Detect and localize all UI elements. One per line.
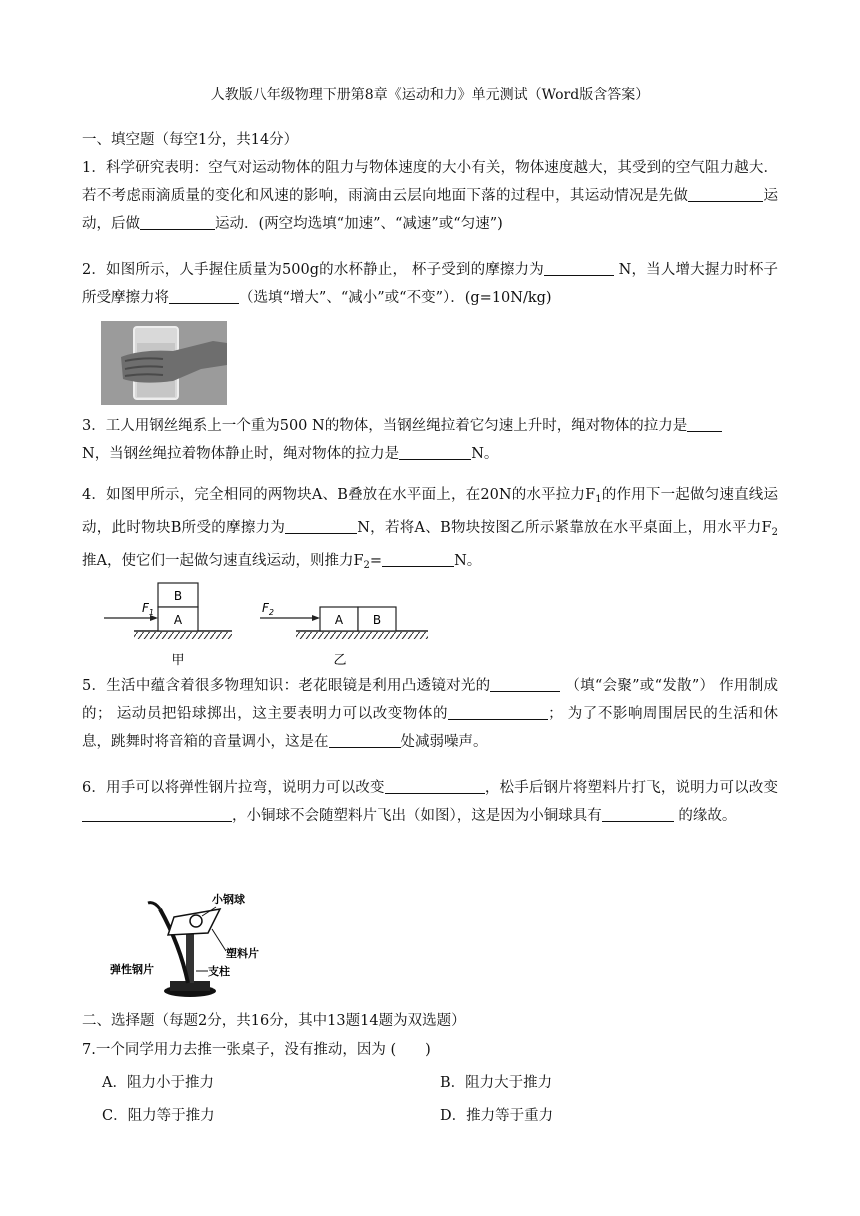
q4-text-e: = — [369, 553, 383, 569]
q2-blank-2 — [169, 289, 239, 304]
q5-text-d: 处减弱噪声。 — [400, 734, 488, 750]
label-jia: 甲 — [171, 653, 185, 668]
section-fill-blank-heading: 一、填空题（每空1分，共14分） — [82, 132, 299, 148]
question-6 — [82, 774, 778, 830]
q4-blank-1 — [285, 519, 357, 534]
document-title: 人教版八年级物理下册第8章《运动和力》单元测试（Word版含答案） — [210, 87, 650, 103]
label-yi: 乙 — [333, 653, 347, 668]
q4-text-a: 4．如图甲所示，完全相同的两物块A、B叠放在水平面上，在20N的水平拉力F — [82, 487, 596, 503]
question-4: 4．如图甲所示，完全相同的两物块A、B叠放在水平面上，在20N的水平拉力$F_1$的作用下一起做匀速直线运动，此时物块B所受的摩擦力为 N，若将A、B物块按图乙所示紧靠放在水平桌面上，用水平力$F_2$推A，使它们一起做匀速直线运动，则推力$F_2= N$。 — [82, 487, 778, 571]
question-7-stem: 7.一个同学用力去推一张桌子，没有推动，因为 ( ) — [82, 1042, 431, 1058]
q7-option-c: C．阻力等于推力 — [102, 1108, 215, 1124]
q1-blank-2 — [140, 215, 215, 230]
label-small-ball: 小钢球 — [212, 893, 245, 906]
q6-blank-1 — [385, 779, 485, 794]
question-3 — [82, 412, 778, 468]
svg-text:B: B — [372, 613, 382, 627]
q4-text-c: N，若将A、B物块按图乙所示紧靠放在水平桌面上，用水平力F — [357, 520, 772, 536]
q5-text-c: ； 为了不影响周围居民的生活和休息，跳舞时将音箱的音量调小，这是在 — [82, 706, 779, 750]
q6-text-a: 6．用手可以将弹性钢片拉弯，说明力可以改变 — [82, 780, 385, 796]
q6-text-b: ，松手后钢片将塑料片打飞，说明力可以改变 — [484, 780, 779, 796]
q5-text-a: 5．生活中蕴含着很多物理知识：老花眼镜是利用凸透镜对光的 — [82, 678, 491, 694]
q6-text-d: 的缘故。 — [673, 808, 737, 824]
q7-option-d: D．推力等于重力 — [440, 1108, 554, 1124]
q1-text-c: 运动．(两空均选填“加速”、“减速”或“匀速”) — [215, 216, 503, 232]
q6-blank-3 — [602, 807, 674, 822]
q4-text-b: 的作用下一起做匀速直线运动，此时物块B所受的摩擦力为 — [82, 487, 778, 536]
q1-blank-1 — [688, 187, 763, 202]
q5-text-b: （填“会聚”或“发散”） 作用制成的； 运动员把铅球掷出，这主要表明力可以改变物体的 — [82, 678, 778, 722]
q4-text-f: N。 — [454, 553, 482, 569]
q3-blank-2 — [399, 445, 471, 460]
svg-text:B: B — [173, 589, 183, 603]
q6-text-c: ，小铜球不会随塑料片飞出（如图），这是因为小铜球具有 — [232, 808, 602, 824]
q3-text-b: N，当钢丝绳拉着物体静止时，绳对物体的拉力是 — [82, 446, 400, 462]
q2-blank-1 — [544, 261, 614, 276]
svg-text:F1: $F_1$ — [142, 601, 154, 617]
question-5 — [82, 672, 778, 756]
question-2 — [82, 256, 778, 312]
q5-blank-1 — [490, 677, 560, 692]
q4-blank-2 — [382, 552, 454, 567]
q3-text-c: N。 — [471, 446, 499, 462]
question-1 — [82, 154, 778, 238]
q3-text-a: 3．工人用钢丝绳系上一个重为500 N的物体，当钢丝绳拉着它匀速上升时，绳对物体的拉力是 — [82, 418, 688, 434]
q5-blank-3 — [329, 733, 401, 748]
label-plastic-piece: 塑料片 — [226, 947, 259, 960]
q6-blank-2 — [82, 807, 232, 822]
hand-holding-cup-figure — [101, 321, 227, 405]
inertia-experiment-figure — [108, 885, 268, 1001]
svg-text:A: A — [173, 613, 183, 627]
svg-text:F2: $F_2$ — [262, 601, 274, 617]
q2-text-b: N，当人增大握力时杯子所受摩擦力将 — [82, 262, 778, 306]
label-post: 支柱 — [208, 965, 230, 978]
q2-text-a: 2．如图所示，人手握住质量为500g的水杯静止， 杯子受到的摩擦力为 — [82, 262, 544, 278]
q1-text-b: 运动，后做 — [82, 188, 779, 232]
q1-text-a: 1．科学研究表明：空气对运动物体的阻力与物体速度的大小有关，物体速度越大，其受到的空气阻力越大．若不考虑雨滴质量的变化和风速的影响，雨滴由云层向地面下落的过程中，其运动情况是先做 — [82, 160, 778, 204]
label-steel-strip: 弹性钢片 — [110, 963, 154, 976]
q4-text-d: 推A，使它们一起做匀速直线运动，则推力F — [82, 553, 364, 569]
svg-text:A: A — [334, 613, 344, 627]
q5-blank-2 — [448, 705, 548, 720]
q3-blank-1 — [687, 417, 722, 432]
q7-option-a: A．阻力小于推力 — [102, 1075, 214, 1091]
q7-option-b: B．阻力大于推力 — [440, 1075, 553, 1091]
q2-text-c: （选填“增大”、“减小”或“不变”）．(g=10N/kg) — [239, 290, 552, 306]
blocks-ab-figure — [100, 578, 430, 670]
section-multiple-choice-heading: 二、选择题（每题2分，共16分，其中13题14题为双选题） — [82, 1013, 466, 1029]
